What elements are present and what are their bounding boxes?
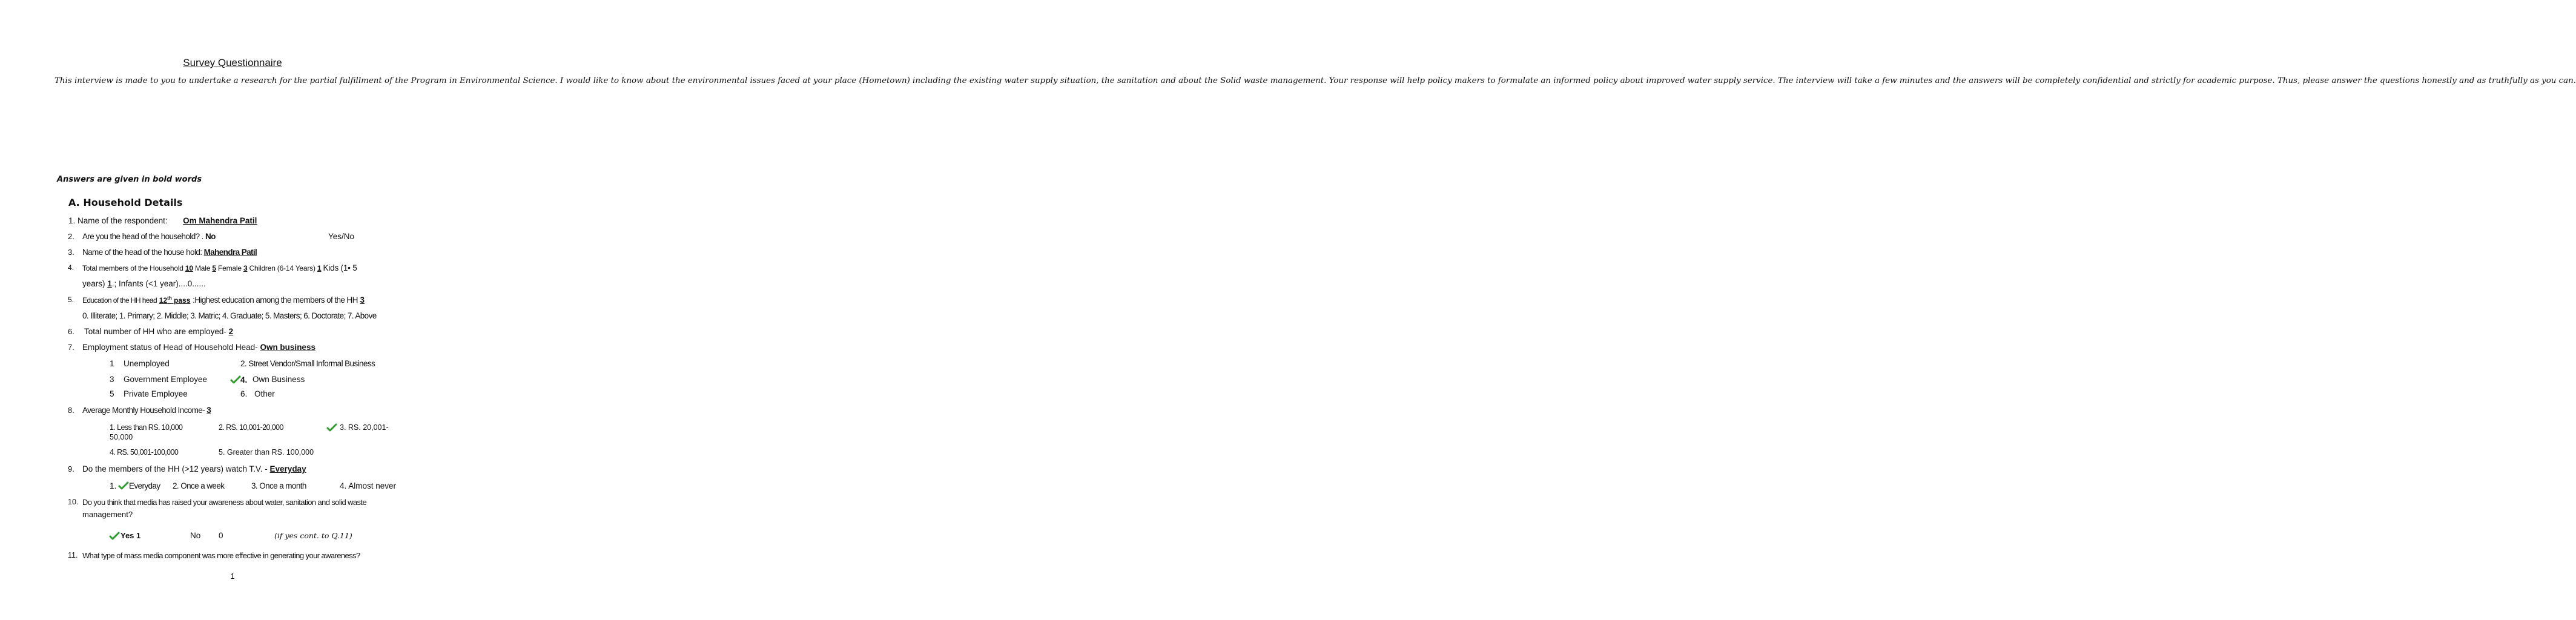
q11-number: 11.: [68, 551, 78, 559]
q4-line1: [82, 263, 357, 272]
q4-line2-a: years): [82, 279, 105, 288]
q10-line2: management?: [82, 510, 133, 519]
question-11: [0, 551, 465, 562]
q4-line2-b: .; Infants (<1 year)....0......: [111, 279, 206, 288]
q2-answer: No: [205, 232, 216, 241]
q1-text: Name of the respondent:: [78, 216, 168, 225]
q8-opt4: 4. RS. 50,001-100,000: [110, 448, 179, 457]
question-4: [0, 263, 465, 290]
q4-text-d: Children (6-14 Years): [249, 264, 315, 272]
q8-opt5: 5. Greater than RS. 100,000: [219, 448, 314, 457]
q8-number: 8.: [68, 406, 74, 415]
q9-number: 9.: [68, 464, 74, 473]
page-title: Survey Questionnaire: [183, 57, 282, 68]
section-heading: A. Household Details: [68, 197, 183, 208]
question-5: [0, 295, 465, 322]
q7-opt1: Unemployed: [124, 359, 170, 368]
q9-opt2: 2. Once a week: [173, 481, 225, 490]
q6-text: Total number of HH who are employed-: [84, 327, 226, 336]
q8-line: [82, 406, 211, 415]
q2-text: Are you the head of the household? .: [82, 232, 203, 241]
q11-text: What type of mass media component was more effective in generating your awareness?: [82, 551, 360, 560]
question-9: [0, 464, 465, 493]
q10-number: 10.: [68, 498, 79, 506]
q1-answer: Om Mahendra Patil: [183, 216, 257, 225]
q5-text-b: :Highest education among the members of the HH: [193, 295, 358, 305]
q5-line2: 0. Illiterate; 1. Primary; 2. Middle; 3. Matric; 4. Graduate; 5. Masters; 6. Doctorate; 7. Above: [82, 311, 377, 320]
q4-kids: 1: [107, 279, 112, 288]
q5-answer-pre: 12: [159, 296, 168, 305]
q7-number: 7.: [68, 343, 74, 352]
q7-opt4-number: 4.: [240, 375, 248, 384]
q9-opt1-number: 1.: [110, 481, 117, 490]
q5-answer: [159, 296, 191, 305]
q5-line1: [82, 295, 365, 305]
q5-answer-sup: th: [167, 295, 172, 301]
checkmark-icon: [110, 532, 119, 540]
q4-female: 3: [243, 264, 248, 272]
q8-answer: 3: [206, 406, 211, 415]
q7-opt3: Government Employee: [124, 375, 208, 384]
q3-answer: Mahendra Patil: [203, 248, 257, 257]
checkmark-icon: [119, 481, 128, 490]
q5-answer-post: pass: [171, 296, 191, 305]
q7-opt3-number: 3: [110, 375, 114, 384]
q8-opt3-cont: 50,000: [110, 433, 133, 441]
q6-number: 6.: [68, 327, 74, 336]
q4-male: 5: [212, 264, 216, 272]
q8-opt3: 3. RS. 20,001-: [340, 423, 389, 432]
q9-opt4: 4. Almost never: [340, 481, 397, 490]
question-1: [68, 216, 257, 225]
q10-yes: Yes 1: [121, 531, 141, 540]
q5-answer2: 3: [360, 295, 365, 305]
q5-number: 5.: [68, 295, 74, 304]
checkmark-icon: [231, 375, 240, 384]
q2-line: [82, 232, 216, 241]
q9-opt1: Everyday: [129, 481, 160, 490]
q9-opt3: 3. Once a month: [251, 481, 306, 490]
q8-opt2: 2. RS. 10,001-20,000: [219, 423, 283, 432]
q10-zero: 0: [219, 531, 223, 540]
intro-paragraph: [54, 75, 2576, 88]
page-number: 1: [230, 572, 235, 581]
q10-note: (if yes cont. to Q.11): [274, 531, 352, 540]
q7-answer: Own business: [260, 343, 315, 352]
question-10: [0, 498, 465, 541]
q5-text-a: Education of the HH head: [82, 296, 157, 305]
q7-opt5: Private Employee: [124, 389, 188, 398]
q4-number: 4.: [68, 263, 74, 272]
q7-line: [82, 343, 315, 352]
q6-answer: 2: [228, 327, 234, 336]
question-6: [0, 327, 465, 338]
q8-opt1: 1. Less than RS. 10,000: [110, 423, 183, 432]
question-3: [0, 248, 465, 259]
q4-text-b: Male: [195, 264, 211, 272]
q10-no: No: [190, 531, 201, 540]
q7-opt2: 2. Street Vendor/Small Informal Business: [240, 359, 375, 368]
q2-number: 2.: [68, 232, 74, 241]
q3-number: 3.: [68, 248, 74, 257]
question-7: [0, 343, 465, 403]
q4-line2: [82, 279, 206, 288]
q10-line1: Do you think that media has raised your awareness about water, sanitation and solid waste: [82, 498, 367, 507]
q3-text: Name of the head of the house hold:: [82, 248, 202, 257]
q3-line: [82, 248, 257, 257]
question-2: [0, 232, 465, 243]
q2-options: Yes/No: [328, 232, 355, 241]
question-8: [0, 406, 465, 461]
q7-text: Employment status of Head of Household Head-: [82, 343, 258, 352]
q9-line: [82, 464, 306, 473]
q7-opt1-number: 1: [110, 359, 114, 368]
q8-text: Average Monthly Household Income-: [82, 406, 205, 415]
intro-text: This interview is made to you to undertake a research for the partial fulfillment of the Program in Environmental Science. I would like to know about the environmental issues faced at your place (Hometown) including the existing water supply situation, the sanitation and about the Solid waste management. Your response will help policy makers to formulate an informed policy about improved water supply service. The interview will take a few minutes and the answers will be completely confidential and strictly for academic purpose. Thus, please answer the questions honestly and as truthfully as you can.: [54, 76, 2576, 85]
q4-text-a: Total members of the Household: [82, 264, 183, 272]
q6-line: [84, 327, 233, 336]
q4-members: 10: [185, 264, 193, 272]
q4-text-e: Kids (1• 5: [323, 263, 357, 272]
q9-text: Do the members of the HH (>12 years) watch T.V. -: [82, 464, 268, 473]
q1-number: 1.: [68, 216, 76, 225]
q7-opt6: Other: [254, 389, 275, 398]
checkmark-icon: [327, 423, 337, 432]
q4-text-c: Female: [217, 264, 242, 272]
q4-children: 1: [317, 264, 322, 272]
answers-note: Answers are given in bold words: [57, 175, 202, 184]
q7-opt5-number: 5: [110, 389, 114, 398]
q7-opt4: Own Business: [253, 375, 305, 384]
q7-opt6-number: 6.: [240, 389, 248, 398]
q9-answer: Everyday: [269, 464, 306, 473]
